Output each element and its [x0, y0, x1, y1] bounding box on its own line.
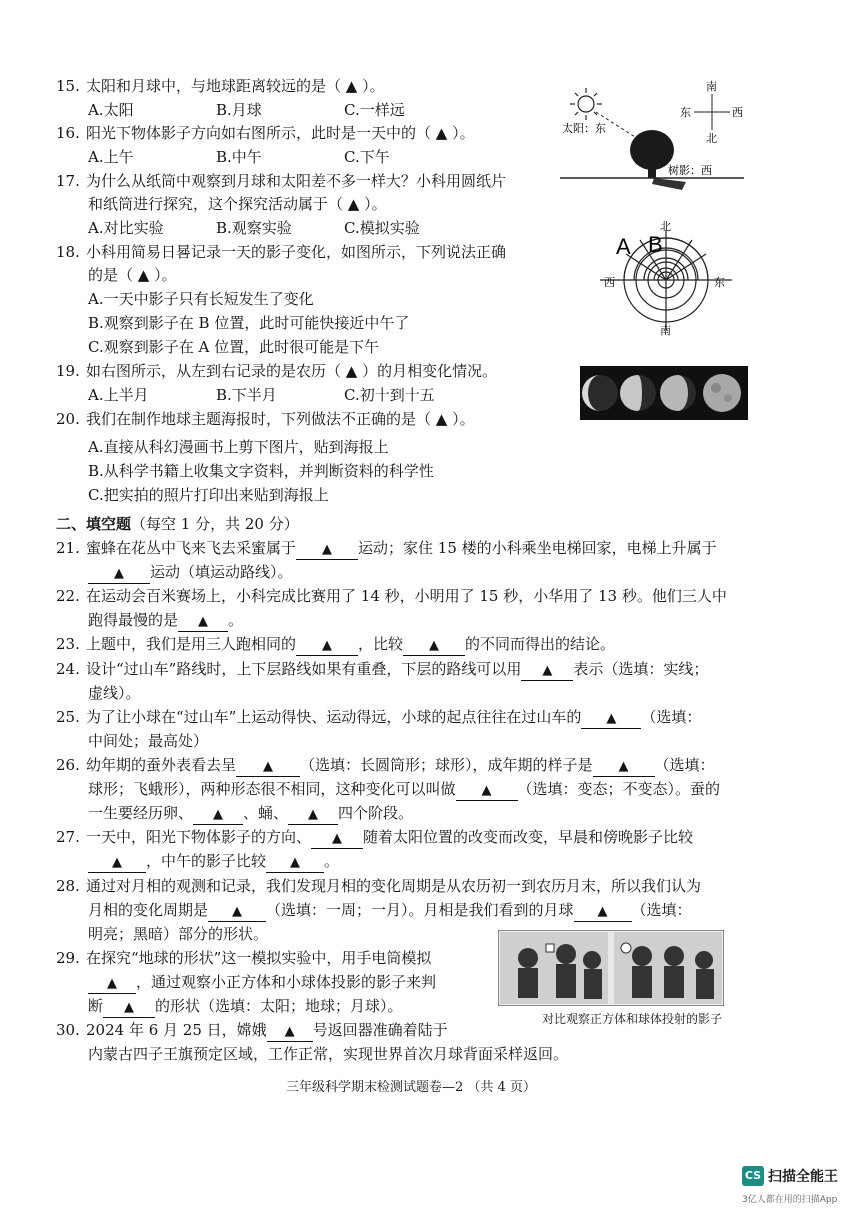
answer-blank[interactable]: ▲ [266, 852, 324, 873]
question-15: 15. 太阳和月球中，与地球距离较远的是（ ▲ ）。 [56, 77, 385, 95]
answer-blank[interactable]: ▲ [267, 1021, 313, 1042]
q16-option-c: C.下午 [344, 148, 390, 166]
question-22: 22. 在运动会百米赛场上，小科完成比赛用了 14 秒，小明用了 15 秒，小华用了 13 秒。他们三人中 [56, 587, 727, 605]
tree-shadow [652, 178, 686, 190]
moon-phase-1 [582, 375, 618, 411]
answer-blank[interactable]: ▲ [593, 756, 655, 777]
answer-blank[interactable]: ▲ [88, 563, 150, 584]
compass-south-label: 南 [706, 80, 717, 93]
answer-blank[interactable]: ▲ [193, 804, 243, 825]
q19-option-c: C.初十到十五 [344, 386, 435, 404]
answer-blank[interactable]: ▲ [88, 973, 136, 994]
question-21: 21. 蜜蜂在花丛中飞来飞去采蜜属于 ▲ 运动；家住 15 楼的小科乘坐电梯回家，电梯上升属于 [56, 538, 717, 560]
moon-phase-4 [703, 374, 741, 412]
figure-sundial [596, 218, 736, 336]
q18-option-c: C.观察到影子在 A 位置，此时很可能是下午 [88, 338, 380, 356]
q19-option-b: B.下半月 [216, 386, 277, 404]
sun-icon [570, 88, 602, 120]
question-29-line3: 断 ▲ 的形状（选填：太阳；地球；月球）。 [88, 996, 403, 1018]
scanner-slogan: 3亿人都在用的扫描App [742, 1195, 838, 1205]
q18-option-b: B.观察到影子在 B 位置，此时可能快接近中午了 [88, 314, 410, 332]
photo-caption: 对比观察正方体和球体投射的影子 [542, 1012, 723, 1026]
answer-blank[interactable]: ▲ [456, 780, 518, 801]
answer-blank[interactable]: ▲ [521, 660, 573, 681]
q17-option-c: C.模拟实验 [344, 219, 420, 237]
question-19: 19. 如右图所示，从左到右记录的是农历（ ▲ ）的月相变化情况。 [56, 362, 498, 380]
answer-blank[interactable]: ▲ [236, 756, 300, 777]
question-26-line2: 球形；飞蛾形），两种形态很不相同，这种变化可以叫做 ▲ （选填：变态；不变态）。蚕的 [88, 779, 720, 801]
q20-option-a: A.直接从科幻漫画书上剪下图片，贴到海报上 [88, 438, 389, 456]
compass-rose [694, 94, 730, 130]
moon-phase-2 [620, 375, 656, 411]
question-27: 27. 一天中，阳光下物体影子的方向、 ▲ 随着太阳位置的改变而改变，早晨和傍晚影子比较 [56, 827, 693, 849]
sundial-west-label: 西 [604, 276, 615, 289]
sundial-point-a: A [616, 234, 631, 259]
section-2-heading: 二、填空题（每空 1 分，共 20 分） [56, 515, 299, 533]
answer-blank[interactable]: ▲ [208, 901, 266, 922]
answer-blank[interactable]: ▲ [103, 997, 155, 1018]
figure-sun-shadow [556, 74, 746, 194]
q17-option-b: B.观察实验 [216, 219, 292, 237]
q15-option-a: A.太阳 [88, 101, 134, 119]
question-24: 24. 设计“过山车”路线时，上下层路线如果有重叠，下层的路线可以用 ▲ 表示（选填：实线； [56, 659, 708, 681]
q20-option-b: B.从科学书籍上收集文字资料，并判断资料的科学性 [88, 462, 434, 480]
answer-blank[interactable]: ▲ [288, 804, 338, 825]
question-25: 25. 为了让小球在“过山车”上运动得快、运动得远，小球的起点往往在过山车的 ▲ （选填： [56, 707, 701, 729]
q20-option-c: C.把实拍的照片打印出来贴到海报上 [88, 486, 329, 504]
question-27-line2: ▲ ，中午的影子比较 ▲ 。 [88, 851, 339, 873]
answer-blank[interactable]: ▲ [581, 708, 641, 729]
q18-option-a: A.一天中影子只有长短发生了变化 [88, 290, 314, 308]
sundial-north-label: 北 [660, 220, 671, 233]
question-30: 30. 2024 年 6 月 25 日，嫦娥 ▲ 号返回器准确着陆于 [56, 1020, 448, 1042]
q15-option-b: B.月球 [216, 101, 262, 119]
answer-blank[interactable]: ▲ [88, 852, 146, 873]
question-24-line2: 虚线）。 [88, 684, 141, 702]
answer-blank[interactable]: ▲ [178, 611, 228, 632]
question-18: 18. 小科用简易日晷记录一天的影子变化，如图所示，下列说法正确 [56, 243, 507, 261]
compass-west-label: 西 [732, 106, 743, 119]
q17-option-a: A.对比实验 [88, 219, 164, 237]
question-16: 16. 阳光下物体影子方向如右图所示，此时是一天中的（ ▲ ）。 [56, 124, 475, 142]
question-29: 29. 在探究“地球的形状”这一模拟实验中，用手电筒模拟 [56, 949, 432, 967]
answer-blank[interactable]: ▲ [296, 539, 358, 560]
answer-blank[interactable]: ▲ [296, 635, 358, 656]
sundial-east-label: 东 [714, 276, 725, 289]
scanner-logo-icon: CS [742, 1166, 764, 1186]
question-21-line2: ▲ 运动（填运动路线）。 [88, 562, 293, 584]
page-footer: 三年级科学期末检测试题卷—2 （共 4 页） [286, 1080, 536, 1095]
question-22-line2: 跑得最慢的是 ▲ 。 [88, 610, 243, 632]
question-23: 23. 上题中，我们是用三人跑相同的 ▲ ，比较 ▲ 的不同而得出的结论。 [56, 634, 615, 656]
figure-moon-phases [580, 366, 748, 420]
question-17: 17. 为什么从纸筒中观察到月球和太阳差不多一样大？小科用圆纸片 [56, 172, 507, 190]
question-26-line3: 一生要经历卵、 ▲ 、蛹、 ▲ 四个阶段。 [88, 803, 413, 825]
compass-east-label: 东 [680, 106, 691, 119]
question-28-line2: 月相的变化周期是 ▲ （选填：一周；一月）。月相是我们看到的月球 ▲ （选填： [88, 900, 692, 922]
q15-option-c: C.一样远 [344, 101, 405, 119]
question-25-line2: 中间处；最高处） [88, 732, 209, 750]
q19-option-a: A.上半月 [88, 386, 149, 404]
answer-blank[interactable]: ▲ [574, 901, 632, 922]
sundial-south-label: 南 [660, 324, 671, 336]
scanner-brand: 扫描全能王 [768, 1169, 838, 1185]
answer-blank[interactable]: ▲ [403, 635, 465, 656]
question-18-line2: 的是（ ▲ ）。 [88, 266, 177, 284]
q16-option-a: A.上午 [88, 148, 134, 166]
moon-phase-3 [660, 375, 696, 411]
question-28-line3: 明亮；黑暗）部分的形状。 [88, 925, 269, 943]
compass-north-label: 北 [706, 132, 717, 145]
question-26: 26. 幼年期的蚕外表看去呈 ▲ （选填：长圆筒形；球形），成年期的样子是 ▲ （选填： [56, 755, 715, 777]
question-30-line2: 内蒙古四子王旗预定区域，工作正常，实现世界首次月球背面采样返回。 [88, 1045, 569, 1063]
answer-blank[interactable]: ▲ [311, 828, 363, 849]
sundial-point-b: B [648, 232, 663, 257]
question-29-line2: ▲ ，通过观察小正方体和小球体投影的影子来判 [88, 972, 436, 994]
question-28: 28. 通过对月相的观测和记录，我们发现月相的变化周期是从农历初一到农历月末，所以我们认为 [56, 877, 702, 895]
q16-option-b: B.中午 [216, 148, 262, 166]
question-20: 20. 我们在制作地球主题海报时，下列做法不正确的是（ ▲ ）。 [56, 410, 475, 428]
question-17-line2: 和纸筒进行探究，这个探究活动属于（ ▲ ）。 [88, 195, 387, 213]
sun-label: 太阳：东 [562, 122, 606, 135]
figure-shadow-experiment-photo [498, 930, 724, 1006]
shadow-label: 树影：西 [668, 164, 712, 177]
